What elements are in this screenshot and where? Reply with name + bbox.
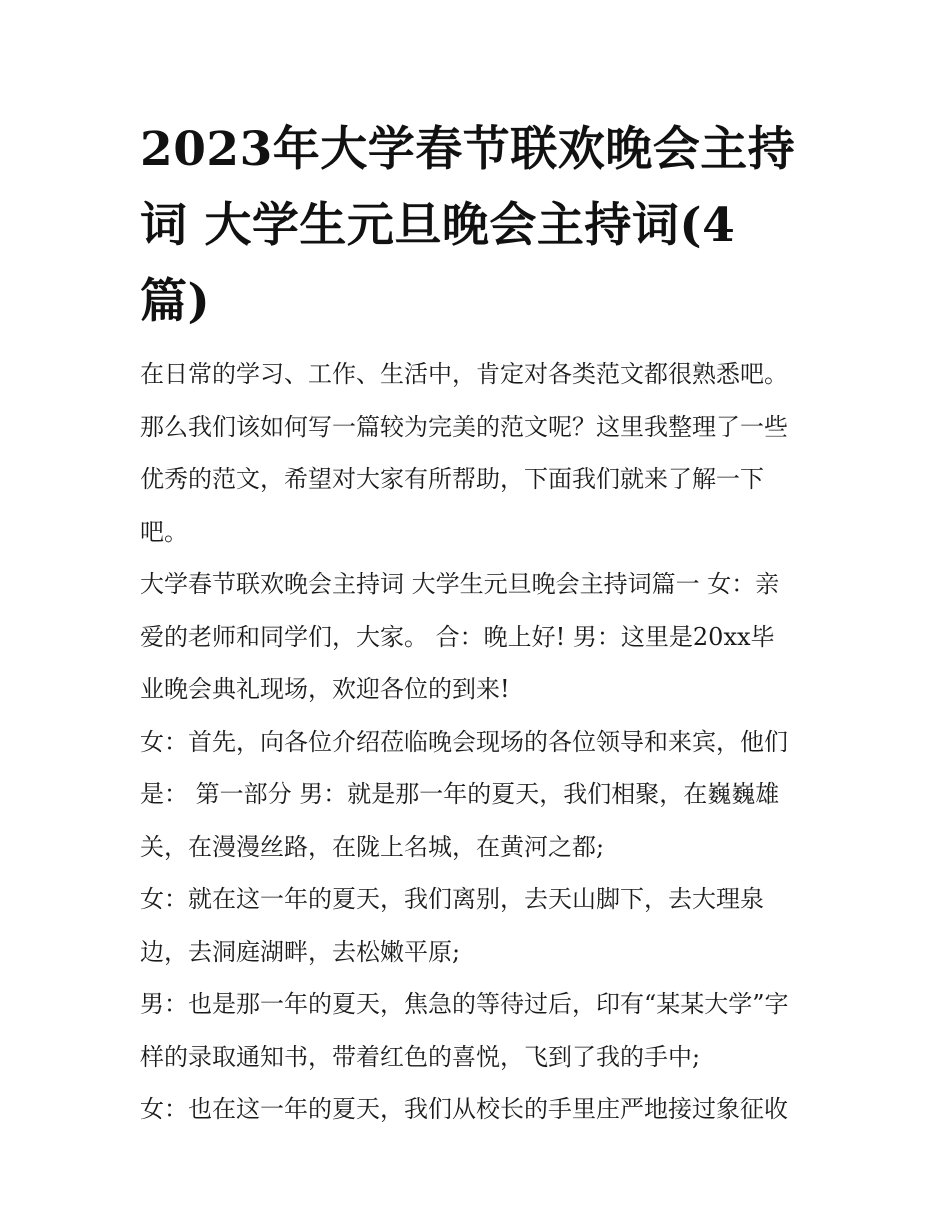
body-line: 关，在漫漫丝路，在陇上名城，在黄河之都; (140, 832, 605, 861)
body-line: 优秀的范文，希望对大家有所帮助，下面我们就来了解一下 (140, 465, 764, 493)
document-body (140, 348, 820, 1136)
body-line: 是： 第一部分 男：就是那一年的夏天，我们相聚，在巍巍雄 (140, 780, 780, 808)
body-line: 女：首先，向各位介绍莅临晚会现场的各位领导和来宾，他们 (140, 727, 788, 756)
title-line: 2023年大学春节联欢晚会主持 (140, 122, 796, 177)
title-line: 词 大学生元旦晚会主持词(4 (140, 198, 736, 253)
body-line: 爱的老师和同学们，大家。 合：晚上好! 男：这里是20xx毕 (140, 622, 775, 651)
body-line: 那么我们该如何写一篇较为完美的范文呢？这里我整理了一些 (140, 412, 788, 441)
document-title (140, 112, 820, 340)
body-line: 女：就在这一年的夏天，我们离别，去天山脚下，去大理泉 (140, 885, 764, 913)
title-line: 篇) (140, 274, 211, 329)
body-line: 女：也在这一年的夏天，我们从校长的手里庄严地接过象征收 (140, 1095, 788, 1123)
document-page (140, 112, 820, 1136)
body-line: 吧。 (140, 517, 188, 546)
body-line: 大学春节联欢晚会主持词 大学生元旦晚会主持词篇一 女：亲 (140, 570, 780, 598)
body-line: 在日常的学习、工作、生活中，肯定对各类范文都很熟悉吧。 (140, 360, 788, 388)
body-line: 样的录取通知书，带着红色的喜悦，飞到了我的手中; (140, 1042, 701, 1071)
body-line: 男：也是那一年的夏天，焦急的等待过后，印有“某某大学”字 (140, 990, 789, 1018)
body-line: 边，去洞庭湖畔，去松嫩平原; (140, 937, 461, 966)
body-line: 业晚会典礼现场，欢迎各位的到来! (140, 675, 510, 703)
